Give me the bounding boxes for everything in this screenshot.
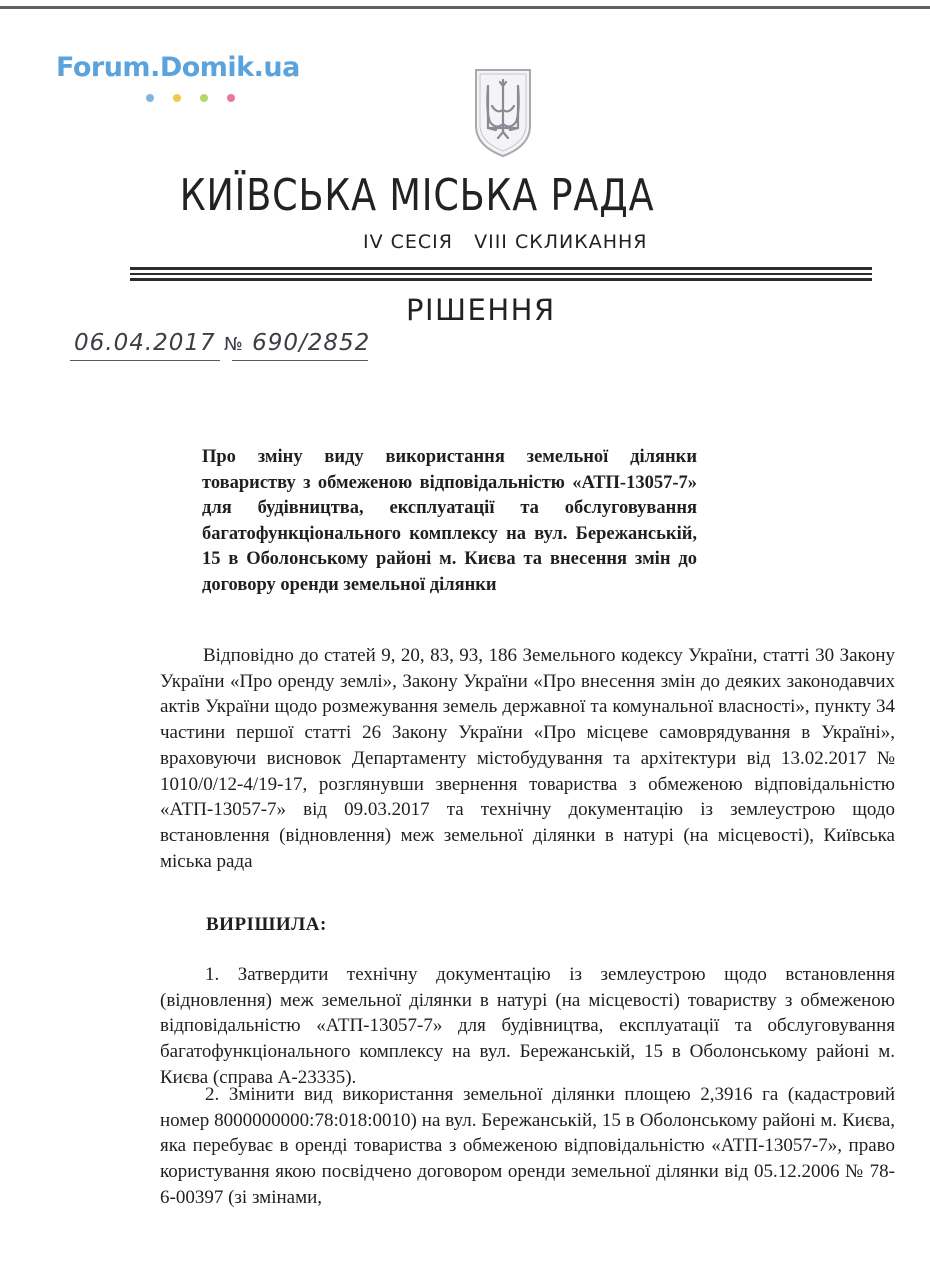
document-type-title: РІШЕННЯ: [406, 293, 556, 327]
number-underline: [232, 360, 368, 361]
trident-coat-of-arms-icon: [470, 66, 536, 163]
header-rule: [130, 273, 872, 275]
header-rule: [130, 267, 872, 270]
preamble-paragraph: Відповідно до статей 9, 20, 83, 93, 186 Земельного кодексу України, статті 30 Закону України «Про оренду землі», Закону України «Про внесення змін до деяких законодавчих актів України щодо розмежування земель державної та комунальної власності», пункту 34 частини першої статті 26 Закону України «Про місцеве самоврядування в Україні», враховуючи висновок Департаменту містобудування та архітектури від 13.02.2017 № 1010/0/12-4/19-17, розглянувши звернення товариства з обмеженою відповідальністю «АТП-13057-7» від 09.03.2017 та технічну документацію із землеустрою щодо встановлення (відновлення) меж земельної ділянки в натурі (на місцевості), Київська міська рада: [160, 645, 895, 872]
resolution-item: 2. Змінити вид використання земельної ділянки площею 2,3916 га (кадастровий номер 8000000000:78:018:0010) на вул. Бережанській, 15 в Оболонському районі м. Києва, яка перебуває в оренді товариства з обмеженою відповідальністю «АТП-13057-7», право користування якою посвідчено договором оренди земельної ділянки від 05.12.2006 № 78-6-00397 (зі змінами,: [160, 1084, 895, 1208]
watermark-dot: [200, 94, 208, 102]
watermark-dots: [146, 89, 254, 107]
watermark-dot: [173, 94, 181, 102]
date-underline: [70, 360, 220, 361]
watermark-logo: Forum.Domik.ua: [56, 52, 300, 83]
handwritten-date: 06.04.2017: [74, 330, 216, 356]
scan-top-edge: [0, 6, 930, 9]
resolved-heading: ВИРІШИЛА:: [206, 914, 327, 935]
header-rule: [130, 278, 872, 281]
session-line: IV СЕСІЯ VIII СКЛИКАННЯ: [363, 231, 648, 253]
council-name: КИЇВСЬКА МІСЬКА РАДА: [179, 170, 655, 221]
watermark-dot: [227, 94, 235, 102]
watermark-dot: [146, 94, 154, 102]
handwritten-number: 690/2852: [252, 330, 371, 356]
handwritten-date-number: [74, 330, 370, 356]
resolution-item: 1. Затвердити технічну документацію із землеустрою щодо встановлення (відновлення) меж земельної ділянки в натурі (на місцевості) товариству з обмеженою відповідальністю «АТП-13057-7» для будівництва, експлуатації та обслуговування багатофункціонального комплексу на вул. Бережанській, 15 в Оболонському районі м. Києва (справа А-23335).: [160, 964, 895, 1088]
number-sign: №: [224, 334, 244, 355]
decision-subject: Про зміну виду використання земельної ділянки товариству з обмеженою відповідальністю «АТП-13057-7» для будівництва, експлуатації та обслуговування багатофункціонального комплексу на вул. Бережанській, 15 в Оболонському районі м. Києва та внесення змін до договору оренди земельної ділянки: [202, 447, 697, 595]
